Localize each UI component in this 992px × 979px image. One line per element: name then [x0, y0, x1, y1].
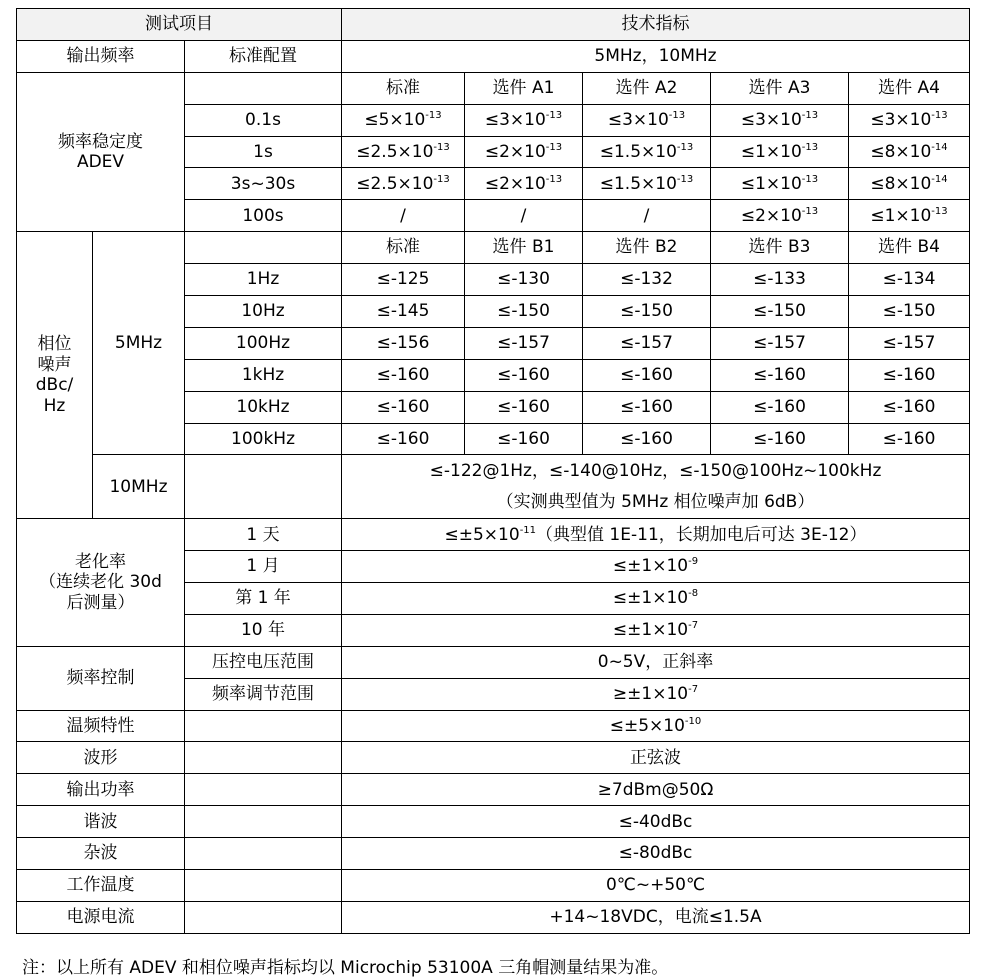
- misc-empty: [185, 742, 342, 774]
- phase-noise-cell: ≤-150: [711, 296, 849, 328]
- freq-control-label: 频率控制: [17, 646, 185, 710]
- freq-control-value: $\ge\pm 1\times 10^{-7}$: [342, 678, 970, 710]
- adev-cell: $\le 3\times 10^{-13}$: [465, 104, 583, 136]
- phase-noise-10mhz-empty: [185, 455, 342, 519]
- aging-period: 10 年: [185, 614, 342, 646]
- misc-row: [17, 806, 970, 838]
- phase-noise-corner-cell: [185, 232, 342, 264]
- phase-noise-cell: ≤-150: [465, 296, 583, 328]
- phase-noise-offset: 100Hz: [185, 327, 342, 359]
- adev-cell: $\le 3\times 10^{-13}$: [849, 104, 970, 136]
- header-spec: 技术指标: [342, 9, 970, 41]
- phase-noise-cell: ≤-160: [711, 423, 849, 455]
- adev-col-header: 标准: [342, 72, 465, 104]
- aging-value: $\le\pm 1\times 10^{-9}$: [342, 551, 970, 583]
- phase-noise-offset: 1kHz: [185, 359, 342, 391]
- misc-value: ≤-40dBc: [342, 806, 970, 838]
- phase-noise-cell: ≤-160: [465, 423, 583, 455]
- phase-noise-cell: ≤-160: [849, 391, 970, 423]
- footnote: 注：以上所有 ADEV 和相位噪声指标均以 Microchip 53100A 三角帽测量结果为准。: [22, 958, 669, 978]
- misc-row: [17, 901, 970, 933]
- misc-empty: [185, 901, 342, 933]
- adev-cell: $\le 1\times 10^{-13}$: [849, 200, 970, 232]
- phase-noise-cell: ≤-160: [583, 391, 711, 423]
- phase-noise-cell: ≤-156: [342, 327, 465, 359]
- aging-period: 1 天: [185, 519, 342, 551]
- phase-noise-cell: ≤-133: [711, 264, 849, 296]
- adev-col-header: 选件 A4: [849, 72, 970, 104]
- aging-value: $\le\pm 5\times 10^{-11}$（典型值 1E-11，长期加电后可达 3E-12）: [342, 519, 970, 551]
- phase-noise-cell: ≤-160: [711, 391, 849, 423]
- phase-noise-cell: ≤-145: [342, 296, 465, 328]
- adev-cell: $\le 5\times 10^{-13}$: [342, 104, 465, 136]
- phase-noise-cell: ≤-157: [465, 327, 583, 359]
- misc-value: ≤-80dBc: [342, 838, 970, 870]
- aging-value: $\le\pm 1\times 10^{-8}$: [342, 583, 970, 615]
- phase-noise-col-header: 标准: [342, 232, 465, 264]
- misc-label: 波形: [17, 742, 185, 774]
- adev-cell: /: [465, 200, 583, 232]
- adev-cell: $\le 1\times 10^{-13}$: [711, 136, 849, 168]
- adev-header-row: [17, 72, 970, 104]
- phase-noise-cell: ≤-160: [849, 359, 970, 391]
- adev-cell: $\le 2\times 10^{-13}$: [465, 168, 583, 200]
- misc-row: [17, 710, 970, 742]
- misc-row: [17, 838, 970, 870]
- phase-noise-cell: ≤-157: [849, 327, 970, 359]
- phase-noise-cell: ≤-157: [583, 327, 711, 359]
- misc-empty: [185, 774, 342, 806]
- output-freq-label: 输出频率: [17, 40, 185, 72]
- standard-config-label: 标准配置: [185, 40, 342, 72]
- adev-cell: /: [342, 200, 465, 232]
- phase-noise-col-header: 选件 B3: [711, 232, 849, 264]
- misc-label: 谐波: [17, 806, 185, 838]
- phase-noise-col-header: 选件 B4: [849, 232, 970, 264]
- phase-noise-cell: ≤-160: [465, 359, 583, 391]
- phase-noise-10mhz-line2: （实测典型值为 5MHz 相位噪声加 6dB）: [342, 487, 970, 519]
- adev-cell: $\le 8\times 10^{-14}$: [849, 136, 970, 168]
- aging-value: $\le\pm 1\times 10^{-7}$: [342, 614, 970, 646]
- phase-noise-col-header: 选件 B1: [465, 232, 583, 264]
- phase-noise-col-header: 选件 B2: [583, 232, 711, 264]
- adev-col-header: 选件 A2: [583, 72, 711, 104]
- output-freq-row: [17, 40, 970, 72]
- adev-cell: $\le 1\times 10^{-13}$: [711, 168, 849, 200]
- misc-empty: [185, 870, 342, 902]
- adev-col-header: 选件 A3: [711, 72, 849, 104]
- phase-noise-cell: ≤-157: [711, 327, 849, 359]
- header-row: [17, 9, 970, 41]
- phase-noise-cell: ≤-150: [849, 296, 970, 328]
- misc-label: 输出功率: [17, 774, 185, 806]
- phase-noise-offset: 100kHz: [185, 423, 342, 455]
- misc-empty: [185, 710, 342, 742]
- phase-noise-cell: ≤-132: [583, 264, 711, 296]
- adev-label: [17, 72, 185, 231]
- phase-noise-cell: ≤-160: [849, 423, 970, 455]
- phase-noise-10mhz-row: [17, 455, 970, 487]
- freq-control-sub: 频率调节范围: [185, 678, 342, 710]
- phase-noise-header-row: [17, 232, 970, 264]
- header-test-item: 测试项目: [17, 9, 342, 41]
- adev-corner-cell: [185, 72, 342, 104]
- phase-noise-cell: ≤-160: [342, 359, 465, 391]
- output-freq-value: 5MHz，10MHz: [342, 40, 970, 72]
- adev-tau: 0.1s: [185, 104, 342, 136]
- misc-value: 正弦波: [342, 742, 970, 774]
- freq-control-sub: 压控电压范围: [185, 646, 342, 678]
- misc-label: 电源电流: [17, 901, 185, 933]
- freq-control-value: 0~5V，正斜率: [342, 646, 970, 678]
- phase-noise-label: 相位 噪声 dBc/ Hz: [17, 232, 93, 519]
- adev-cell: $\le 2\times 10^{-13}$: [465, 136, 583, 168]
- misc-value: $\le\pm 5\times 10^{-10}$: [342, 710, 970, 742]
- phase-noise-cell: ≤-160: [342, 391, 465, 423]
- adev-cell: $\le 2.5\times 10^{-13}$: [342, 168, 465, 200]
- phase-noise-cell: ≤-125: [342, 264, 465, 296]
- misc-value: ≥7dBm@50Ω: [342, 774, 970, 806]
- freq-control-row: [17, 646, 970, 678]
- spec-table: [16, 8, 970, 934]
- misc-label: 杂波: [17, 838, 185, 870]
- phase-noise-cell: ≤-160: [583, 423, 711, 455]
- misc-row: [17, 774, 970, 806]
- misc-label: 温频特性: [17, 710, 185, 742]
- adev-cell: $\le 2\times 10^{-13}$: [711, 200, 849, 232]
- adev-cell: $\le 3\times 10^{-13}$: [711, 104, 849, 136]
- adev-cell: $\le 3\times 10^{-13}$: [583, 104, 711, 136]
- phase-noise-cell: ≤-160: [583, 359, 711, 391]
- adev-cell: /: [583, 200, 711, 232]
- adev-col-header: 选件 A1: [465, 72, 583, 104]
- misc-row: [17, 870, 970, 902]
- phase-noise-cell: ≤-160: [342, 423, 465, 455]
- misc-value: 0℃~+50℃: [342, 870, 970, 902]
- phase-noise-10mhz-line1: ≤-122@1Hz，≤-140@10Hz，≤-150@100Hz~100kHz: [342, 455, 970, 487]
- adev-cell: $\le 1.5\times 10^{-13}$: [583, 136, 711, 168]
- misc-row: [17, 742, 970, 774]
- aging-period: 1 月: [185, 551, 342, 583]
- adev-tau: 1s: [185, 136, 342, 168]
- adev-cell: $\le 8\times 10^{-14}$: [849, 168, 970, 200]
- misc-empty: [185, 838, 342, 870]
- phase-noise-offset: 10kHz: [185, 391, 342, 423]
- adev-label-line1: 频率稳定度: [58, 131, 143, 152]
- adev-cell: $\le 1.5\times 10^{-13}$: [583, 168, 711, 200]
- phase-noise-cell: ≤-130: [465, 264, 583, 296]
- misc-label: 工作温度: [17, 870, 185, 902]
- adev-label-line2: ADEV: [76, 152, 125, 172]
- phase-noise-offset: 1Hz: [185, 264, 342, 296]
- aging-row: [17, 519, 970, 551]
- adev-tau: 3s~30s: [185, 168, 342, 200]
- phase-noise-10mhz-label: 10MHz: [93, 455, 185, 519]
- phase-noise-cell: ≤-160: [711, 359, 849, 391]
- phase-noise-offset: 10Hz: [185, 296, 342, 328]
- adev-cell: $\le 2.5\times 10^{-13}$: [342, 136, 465, 168]
- phase-noise-cell: ≤-134: [849, 264, 970, 296]
- adev-tau: 100s: [185, 200, 342, 232]
- misc-empty: [185, 806, 342, 838]
- phase-noise-cell: ≤-150: [583, 296, 711, 328]
- misc-value: +14~18VDC，电流≤1.5A: [342, 901, 970, 933]
- phase-noise-cell: ≤-160: [465, 391, 583, 423]
- aging-period: 第 1 年: [185, 583, 342, 615]
- phase-noise-5mhz-label: 5MHz: [93, 232, 185, 455]
- aging-label: 老化率 （连续老化 30d 后测量）: [17, 519, 185, 647]
